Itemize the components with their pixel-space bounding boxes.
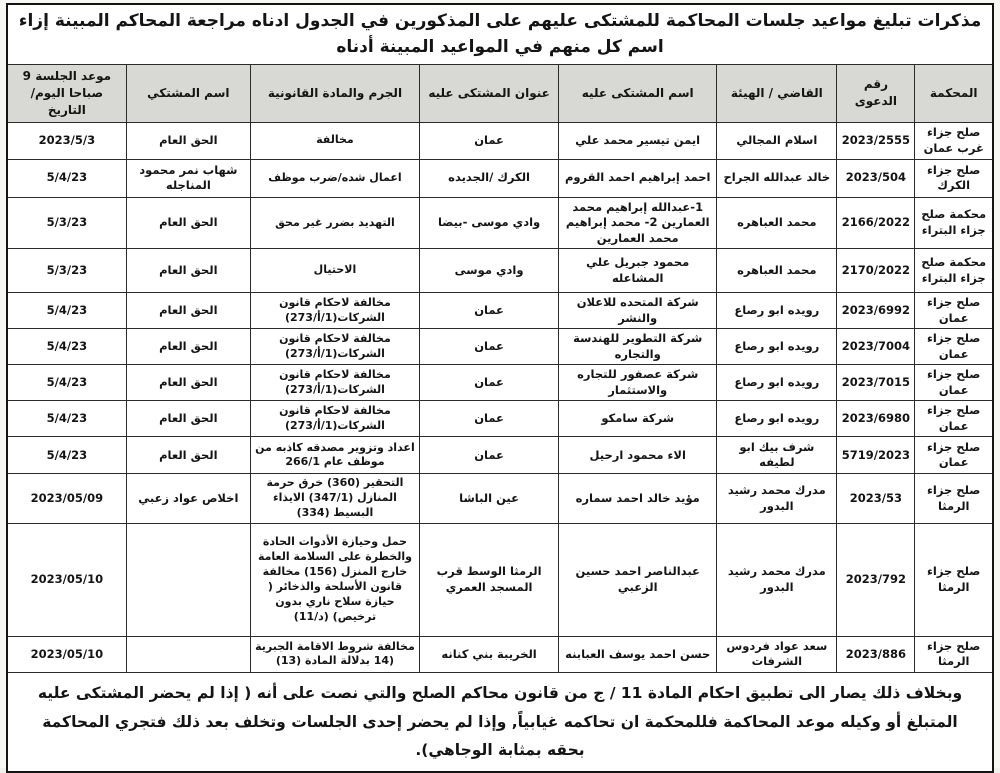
table-row [7, 329, 993, 365]
cell-case-no: 2170/2022 [837, 249, 915, 293]
cell-date: 2023/05/10 [7, 523, 126, 636]
cell-crime: الاحتيال [250, 249, 419, 293]
cell-date: 5/4/23 [7, 329, 126, 365]
cell-complainant: الحق العام [126, 293, 250, 329]
cell-crime: اعمال شده/ضرب موظف [250, 159, 419, 197]
table-row [7, 197, 993, 249]
cell-case-no: 2023/6992 [837, 293, 915, 329]
page-title: مذكرات تبليغ مواعيد جلسات المحاكمة للمشتكى عليهم على المذكورين في الجدول ادناه مراجعة المحاكم المبينة إزاء اسم كل منهم في المواعيد المبينة أدناه [7, 4, 993, 64]
cell-address: عمان [420, 365, 559, 401]
table-row [7, 636, 993, 672]
column-header-address: عنوان المشتكى عليه [420, 64, 559, 122]
cell-judge: محمد العباهره [717, 249, 837, 293]
table-row [7, 249, 993, 293]
cell-address: وادي موسى -بيضا [420, 197, 559, 249]
cell-crime: مخالفة لاحكام قانون الشركات(1/أ/273) [250, 365, 419, 401]
column-header-complainant: اسم المشتكي [126, 64, 250, 122]
cell-complainant [126, 523, 250, 636]
cell-defendant: شركة المتحده للاعلان والنشر [559, 293, 717, 329]
cell-complainant: الحق العام [126, 197, 250, 249]
cell-court: صلح جزاء عمان [915, 329, 993, 365]
cell-crime: مخالفة [250, 122, 419, 159]
cell-date: 5/4/23 [7, 401, 126, 437]
cell-date: 2023/05/10 [7, 636, 126, 672]
cell-defendant: ايمن تيسير محمد علي [559, 122, 717, 159]
cell-defendant: الاء محمود ارحيل [559, 437, 717, 474]
cell-complainant: الحق العام [126, 122, 250, 159]
cell-judge: رويده ابو رصاع [717, 329, 837, 365]
table-row [7, 401, 993, 437]
cell-defendant: حسن احمد يوسف العبابنه [559, 636, 717, 672]
cell-complainant: الحق العام [126, 249, 250, 293]
cell-date: 5/3/23 [7, 197, 126, 249]
cell-judge: مدرك محمد رشيد البدور [717, 523, 837, 636]
cell-court: صلح جزاء الرمثا [915, 474, 993, 524]
cell-crime: التحقير (360) خرق حرمة المنازل (347/1) الايذاء البسيط (334) [250, 474, 419, 524]
cell-court: محكمة صلح جزاء البتراء [915, 249, 993, 293]
cell-court: محكمة صلح جزاء البتراء [915, 197, 993, 249]
cell-complainant: شهاب نمر محمود المناجله [126, 159, 250, 197]
cell-court: صلح جزاء عمان [915, 293, 993, 329]
footer-row [7, 672, 993, 772]
cell-case-no: 5719/2023 [837, 437, 915, 474]
cell-address: وادي موسى [420, 249, 559, 293]
title-row [7, 4, 993, 64]
cell-complainant: الحق العام [126, 365, 250, 401]
table-row [7, 437, 993, 474]
cell-judge: سعد عواد فردوس الشرفات [717, 636, 837, 672]
cell-address: عمان [420, 293, 559, 329]
cell-court: صلح جزاء الرمثا [915, 523, 993, 636]
cell-address: عمان [420, 122, 559, 159]
cell-judge: رويده ابو رصاع [717, 365, 837, 401]
cell-address: عمان [420, 329, 559, 365]
cell-defendant: شركة سامكو [559, 401, 717, 437]
table-row [7, 474, 993, 524]
cell-crime: التهديد بضرر غير محق [250, 197, 419, 249]
table-row [7, 293, 993, 329]
cell-address: الخريبة بني كنانه [420, 636, 559, 672]
cell-complainant: الحق العام [126, 329, 250, 365]
cell-crime: اعداد وتزوير مصدقه كاذبه من موظف عام 266/1 [250, 437, 419, 474]
cell-case-no: 2023/53 [837, 474, 915, 524]
cell-crime: مخالفة لاحكام قانون الشركات(1/أ/273) [250, 293, 419, 329]
column-header-crime: الجرم والمادة القانونية [250, 64, 419, 122]
column-header-judge: القاضي / الهيئة [717, 64, 837, 122]
table-row [7, 122, 993, 159]
cell-case-no: 2023/886 [837, 636, 915, 672]
cell-case-no: 2023/792 [837, 523, 915, 636]
cell-case-no: 2023/2555 [837, 122, 915, 159]
cell-court: صلح جزاء عمان [915, 437, 993, 474]
cell-complainant [126, 636, 250, 672]
column-header-defendant: اسم المشتكى عليه [559, 64, 717, 122]
cell-crime: مخالفة شروط الاقامة الجبرية (14 بدلالة المادة (13) [250, 636, 419, 672]
cell-date: 5/3/23 [7, 249, 126, 293]
column-header-court: المحكمة [915, 64, 993, 122]
cell-case-no: 2166/2022 [837, 197, 915, 249]
cell-judge: شرف بيك ابو لطيفه [717, 437, 837, 474]
cell-address: عمان [420, 401, 559, 437]
legal-footnote: وبخلاف ذلك يصار الى تطبيق احكام المادة 11 / ج من قانون محاكم الصلح والتي نصت على أنه ( إذا لم يحضر المشتكى عليه المتبلغ أو وكيله موعد المحاكمة فللمحكمة ان تحاكمه غيابياً, وإذا لم يحضر إحدى الجلسات وتخلف بعد ذلك فتجري المحاكمة بحقه بمثابة الوجاهي). [7, 672, 993, 772]
cell-address: عمان [420, 437, 559, 474]
cell-date: 2023/5/3 [7, 122, 126, 159]
cell-defendant: شركة التطوير للهندسة والتجاره [559, 329, 717, 365]
cell-court: صلح جزاء غرب عمان [915, 122, 993, 159]
cell-judge: رويده ابو رصاع [717, 293, 837, 329]
cell-court: صلح جزاء الكرك [915, 159, 993, 197]
court-hearings-table [6, 3, 994, 773]
table-row [7, 365, 993, 401]
cell-date: 2023/05/09 [7, 474, 126, 524]
cell-judge: خالد عبدالله الجراح [717, 159, 837, 197]
cell-judge: مدرك محمد رشيد البدور [717, 474, 837, 524]
cell-date: 5/4/23 [7, 159, 126, 197]
table-row [7, 523, 993, 636]
cell-crime: مخالفة لاحكام قانون الشركات(1/أ/273) [250, 401, 419, 437]
cell-complainant: اخلاص عواد زعبي [126, 474, 250, 524]
cell-case-no: 2023/7015 [837, 365, 915, 401]
cell-court: صلح جزاء عمان [915, 401, 993, 437]
cell-defendant: عبدالناصر احمد حسين الزعبي [559, 523, 717, 636]
cell-court: صلح جزاء عمان [915, 365, 993, 401]
cell-judge: رويده ابو رصاع [717, 401, 837, 437]
cell-date: 5/4/23 [7, 365, 126, 401]
cell-crime: مخالفة لاحكام قانون الشركات(1/أ/273) [250, 329, 419, 365]
cell-judge: اسلام المجالي [717, 122, 837, 159]
table-header-row [7, 64, 993, 122]
cell-court: صلح جزاء الرمثا [915, 636, 993, 672]
cell-case-no: 2023/504 [837, 159, 915, 197]
table-row [7, 159, 993, 197]
column-header-date: موعد الجلسة 9 صباحا اليوم/التاريخ [7, 64, 126, 122]
cell-address: الكرك /الجديده [420, 159, 559, 197]
cell-address: عين الباشا [420, 474, 559, 524]
cell-case-no: 2023/7004 [837, 329, 915, 365]
cell-address: الرمثا الوسط قرب المسجد العمري [420, 523, 559, 636]
cell-defendant: احمد إبراهيم احمد القروم [559, 159, 717, 197]
cell-case-no: 2023/6980 [837, 401, 915, 437]
notice-document [6, 3, 994, 773]
cell-date: 5/4/23 [7, 437, 126, 474]
cell-date: 5/4/23 [7, 293, 126, 329]
cell-crime: حمل وحيازة الأدوات الحادة والخطرة على السلامة العامة خارج المنزل (156) مخالفة قانون الأسلحة والذخائر ( حيازة سلاح ناري بدون ترخيص) (د/11) [250, 523, 419, 636]
cell-complainant: الحق العام [126, 401, 250, 437]
cell-judge: محمد العباهره [717, 197, 837, 249]
cell-defendant: 1-عبدالله إبراهيم محمد العمارين 2- محمد إبراهيم محمد العمارين [559, 197, 717, 249]
cell-defendant: مؤيد خالد احمد سماره [559, 474, 717, 524]
cell-complainant: الحق العام [126, 437, 250, 474]
cell-defendant: محمود جبريل علي المشاعله [559, 249, 717, 293]
column-header-case-no: رقم الدعوى [837, 64, 915, 122]
cell-defendant: شركة عصفور للتجاره والاستثمار [559, 365, 717, 401]
